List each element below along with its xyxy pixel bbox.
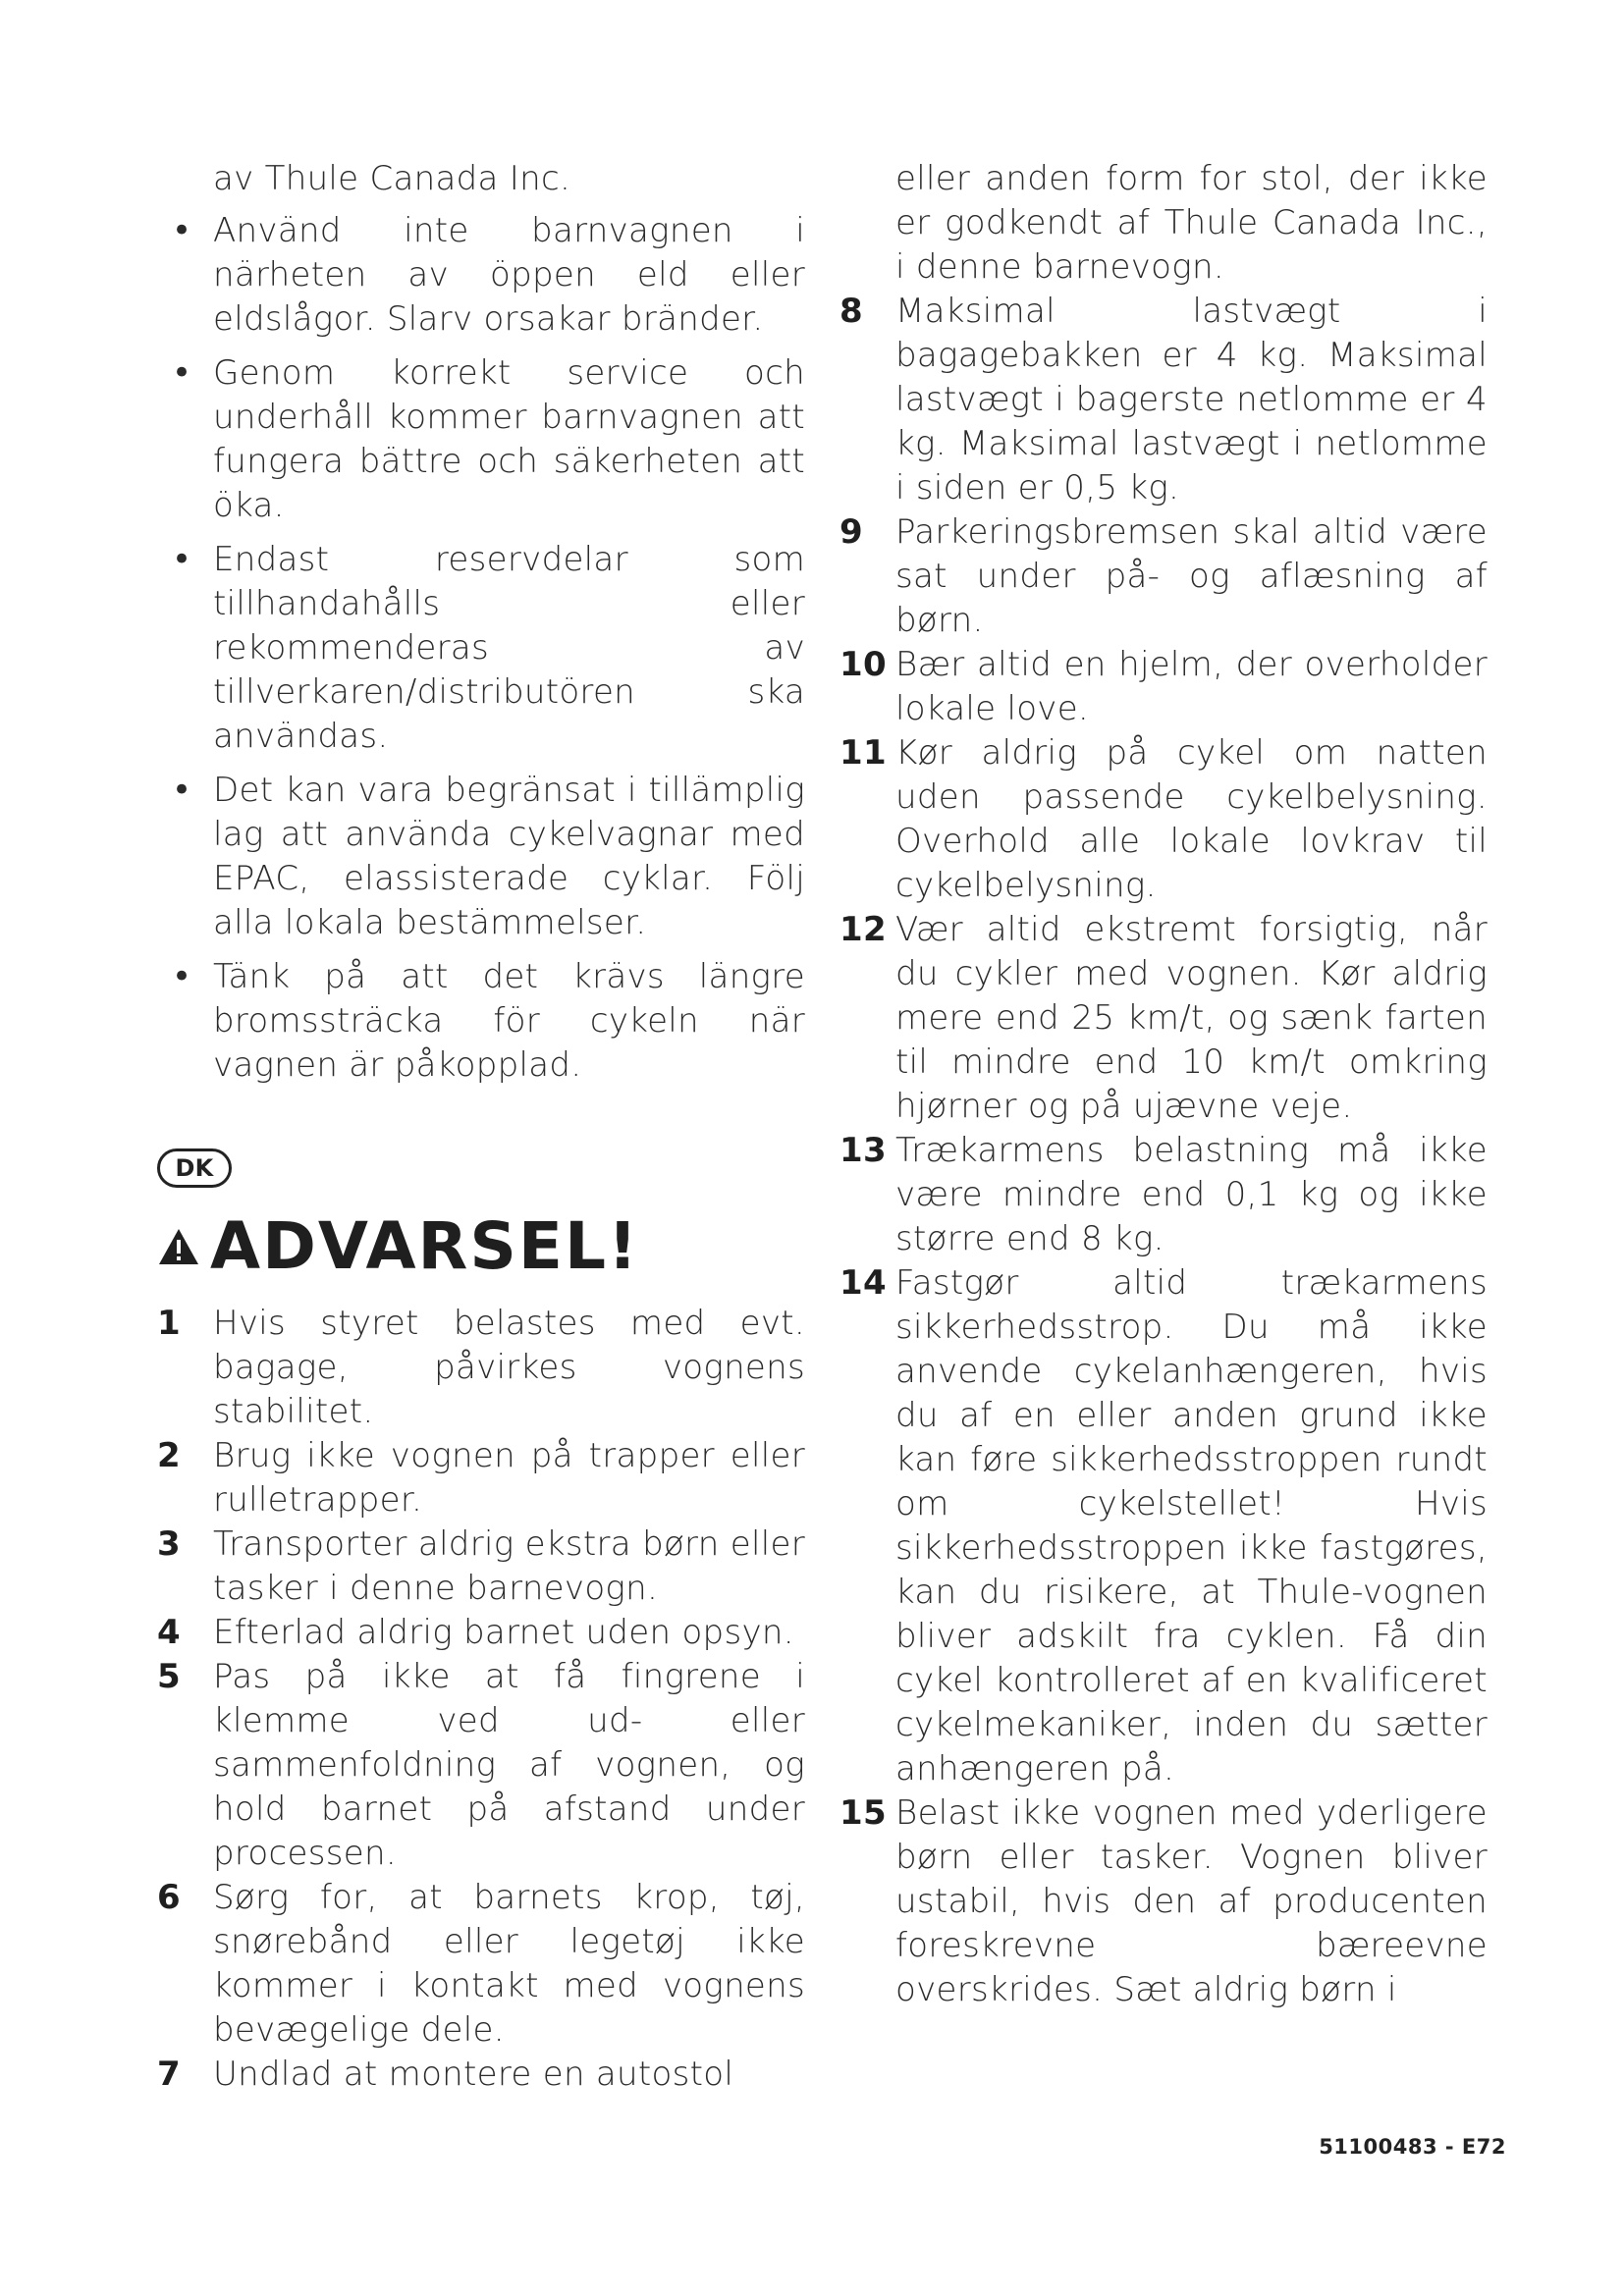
warning-title: ADVARSEL!: [210, 1208, 640, 1284]
list-item: [157, 1302, 805, 1434]
list-item: [839, 290, 1488, 510]
item-number: 13: [839, 1131, 887, 1170]
item-text: Maksimal lastvægt i bagagebakken er 4 kg. Maksimal lastvægt i bagerste netlomme er 4 kg. Maksimal lastvægt i netlomme i siden er 0,5 kg.: [895, 292, 1488, 507]
list-item: [839, 731, 1488, 908]
list-item: [157, 769, 805, 945]
item-number: 9: [839, 512, 863, 552]
list-item: [157, 538, 805, 759]
bullet-text: Använd inte barnvagnen i närheten av öppen eld eller eldslågor. Slarv orsakar bränder.: [213, 211, 805, 339]
list-item: [839, 510, 1488, 643]
swedish-bullet-list: [157, 209, 805, 1088]
item-number: 11: [839, 733, 887, 773]
list-item: [839, 1261, 1488, 1791]
item-text: Transporter aldrig ekstra børn eller tasker i denne barnevogn.: [213, 1524, 805, 1608]
list-item: [157, 2053, 805, 2097]
item-text: Undlad at montere en autostol: [213, 2055, 734, 2094]
list-item: [839, 1791, 1488, 2012]
item-text: Brug ikke vognen på trapper eller rulletrapper.: [213, 1436, 805, 1520]
continuation-text-left: av Thule Canada Inc.: [213, 159, 571, 198]
page-code: 51100483 - E72: [1319, 2135, 1506, 2159]
list-item: [157, 209, 805, 342]
list-item: [157, 1876, 805, 2053]
item-number: 3: [157, 1524, 181, 1564]
item-text: Pas på ikke at få fingrene i klemme ved ud- eller sammenfoldning af vognen, og hold barnet på afstand under processen.: [213, 1657, 805, 1873]
item-number: 7: [157, 2055, 181, 2094]
list-item: [839, 643, 1488, 731]
bullet-icon: •: [172, 540, 192, 579]
item-text: Belast ikke vognen med yderligere børn eller tasker. Vognen bliver ustabil, hvis den af producenten foreskrevne bæreevne overskrides. Sæt aldrig børn i: [895, 1793, 1488, 2009]
bullet-icon: •: [172, 353, 192, 393]
item-text: Hvis styret belastes med evt. bagage, påvirkes vognens stabilitet.: [213, 1304, 805, 1431]
bullet-icon: •: [172, 957, 192, 996]
list-item: [157, 1655, 805, 1876]
item-text: Vær altid ekstremt forsigtig, når du cykler med vognen. Kør aldrig mere end 25 km/t, og sænk farten til mindre end 10 km/t omkring hjørner og på ujævne veje.: [895, 910, 1488, 1126]
item-number: 6: [157, 1878, 181, 1917]
list-item: [157, 1611, 805, 1655]
item-number: 15: [839, 1793, 887, 1833]
item-text: Trækarmens belastning må ikke være mindre end 0,1 kg og ikke større end 8 kg.: [895, 1131, 1488, 1258]
right-column: [839, 157, 1488, 2012]
item-number: 8: [839, 292, 863, 331]
item-text: Fastgør altid trækarmens sikkerhedsstrop. Du må ikke anvende cykelanhængeren, hvis du af en eller anden grund ikke kan føre sikkerhedsstroppen rundt om cykelstellet! Hvis sikkerhedsstroppen ikke fastgøres, kan du risikere, at Thule-vognen bliver adskilt fra cyklen. Få din cykel kontrolleret af en kvalificeret cykelmekaniker, inden du sætter anhængeren på.: [895, 1263, 1488, 1789]
item-number: 1: [157, 1304, 181, 1343]
item-number: 10: [839, 645, 887, 684]
list-item: [157, 1434, 805, 1522]
warning-heading: [157, 1207, 805, 1286]
item-text: Efterlad aldrig barnet uden opsyn.: [213, 1613, 794, 1652]
list-item: [839, 1129, 1488, 1261]
warning-triangle-icon: [157, 1227, 200, 1266]
danish-warning-list-left: [157, 1302, 805, 2097]
bullet-text: Endast reservdelar som tillhandahålls eller rekommenderas av tillverkaren/distributören ska användas.: [213, 540, 805, 756]
bullet-text: Tänk på att det krävs längre bromssträcka för cykeln när vagnen är påkopplad.: [213, 957, 805, 1085]
bullet-icon: •: [172, 771, 192, 810]
item-text: Parkeringsbremsen skal altid være sat under på- og aflæsning af børn.: [895, 512, 1488, 640]
list-item: [157, 351, 805, 528]
language-badge: DK: [157, 1148, 232, 1188]
bullet-text: Det kan vara begränsat i tillämplig lag att använda cykelvagnar med EPAC, elassisterade cyklar. Följ alla lokala bestämmelser.: [213, 771, 805, 942]
item-number: 5: [157, 1657, 181, 1696]
list-item: [157, 1522, 805, 1611]
list-item: [839, 908, 1488, 1129]
item-text: Sørg for, at barnets krop, tøj, snørebånd eller legetøj ikke kommer i kontakt med vognens bevægelige dele.: [213, 1878, 805, 2050]
item-number: 12: [839, 910, 887, 949]
item-text: Kør aldrig på cykel om natten uden passende cykelbelysning. Overhold alle lokale lovkrav til cykelbelysning.: [895, 733, 1488, 905]
item-text: Bær altid en hjelm, der overholder lokale love.: [895, 645, 1488, 728]
item-number: 2: [157, 1436, 181, 1475]
list-item: [157, 955, 805, 1088]
item-number: 14: [839, 1263, 887, 1303]
item-number: 4: [157, 1613, 181, 1652]
danish-warning-list-right: [839, 290, 1488, 2012]
left-column: [157, 157, 805, 2097]
continuation-text-right: eller anden form for stol, der ikke er godkendt af Thule Canada Inc., i denne barnevogn.: [895, 159, 1488, 287]
bullet-icon: •: [172, 211, 192, 250]
bullet-text: Genom korrekt service och underhåll kommer barnvagnen att fungera bättre och säkerheten att öka.: [213, 353, 805, 525]
